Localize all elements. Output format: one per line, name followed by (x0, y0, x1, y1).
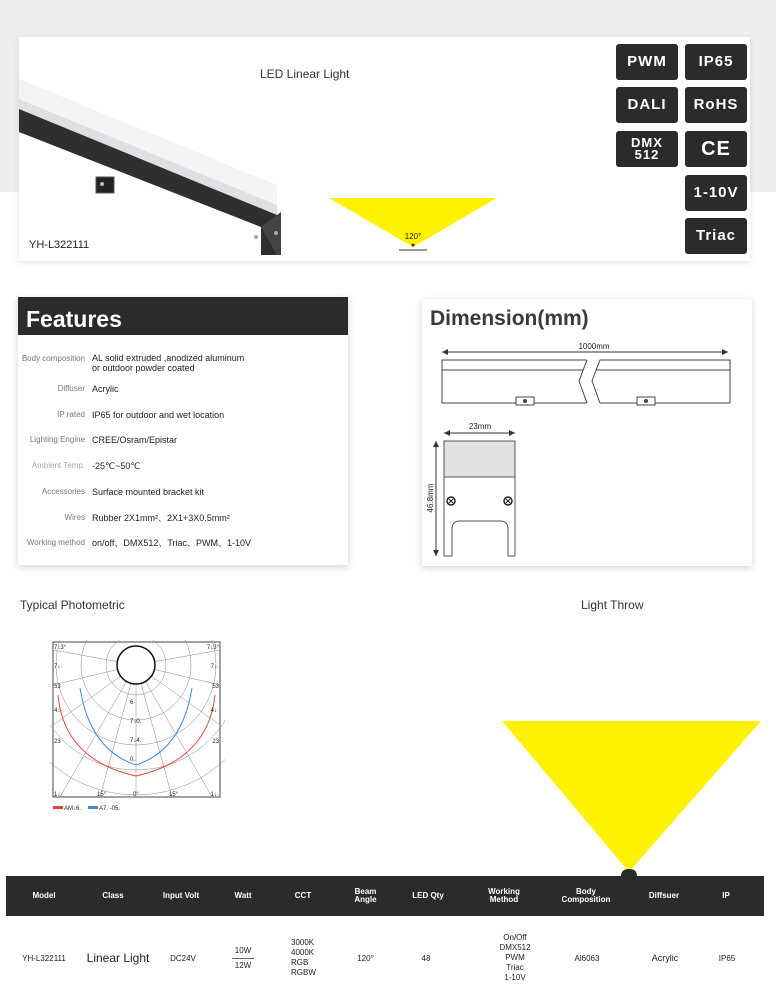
width-label: 23mm (468, 422, 492, 431)
feature-label: Diffuser (57, 384, 85, 393)
polar-left-label: 23 (54, 739, 61, 745)
cct-value: RGB (291, 958, 309, 967)
hero-title: LED Linear Light (260, 67, 350, 81)
dimension-drawing (422, 299, 752, 566)
polar-bottom-label: 15° (97, 792, 107, 798)
table-header-cell: LED Qty (412, 891, 444, 900)
badge-dmx512: DMX 512 (616, 131, 678, 167)
feature-label: Accessories (41, 487, 85, 496)
watt-value: 12W (234, 960, 252, 970)
polar-bottom-label: 0° (133, 792, 139, 798)
table-header-cell: Watt (234, 891, 252, 900)
length-label: 1000mm (578, 342, 610, 351)
beam-angle-label: 120° (404, 232, 422, 241)
table-header-cell: Diffsuer (648, 891, 680, 900)
feature-label: IP rated (57, 410, 85, 419)
table-cell-led-qty: 48 (421, 953, 431, 963)
polar-right-label: 23 (212, 739, 219, 745)
feature-value: AL solid extruded ,anodized aluminum or outdoor powder coated (92, 353, 245, 373)
height-label: 46.8mm (426, 483, 435, 513)
polar-right-label: 4↓· (210, 708, 219, 714)
badge-triac: Triac (685, 218, 747, 254)
badge-ip65: IP65 (685, 44, 747, 80)
polar-right-label: 7↓3° (206, 645, 219, 651)
feature-label: Body composition (21, 354, 85, 363)
feature-label: Ambient Temp. (31, 461, 85, 470)
beam-angle-illustration (327, 197, 507, 257)
table-cell-diffuser: Acrylic (651, 953, 679, 963)
polar-left-label: 4↓· (54, 708, 63, 714)
feature-label: Lighting Engine (29, 435, 85, 444)
method-value: PWM (505, 953, 525, 962)
legend-label: A7. -05. (99, 806, 121, 812)
features-heading: Features (18, 297, 348, 335)
table-header-cell: Model (32, 891, 56, 900)
cct-value: RGBW (291, 968, 316, 977)
polar-right-label: 7↓· (210, 664, 219, 670)
table-cell-body-composition: Al6063 (574, 953, 600, 963)
table-header-cell: CCT (294, 891, 312, 900)
polar-photometric-chart (50, 640, 225, 820)
table-cell-cct (268, 918, 338, 998)
table-header-cell: Input Volt (162, 891, 200, 900)
polar-right-label: 53 (212, 684, 219, 690)
legend-label: AM↓6. (64, 806, 82, 812)
features-card (18, 297, 348, 565)
table-cell-model: YH-L322111 (22, 953, 66, 963)
table-header-cell: IP (722, 891, 730, 900)
badge-dali: DALI (616, 87, 678, 123)
watt-value: 10W (232, 944, 254, 959)
polar-center-label: 0. (130, 757, 136, 763)
hero-model-code: YH-L322111 (29, 239, 90, 251)
polar-center-label: 7↓0. (130, 719, 142, 725)
feature-value: Acrylic (92, 384, 119, 394)
method-value: On/Off (503, 933, 527, 942)
hero-banner (19, 37, 750, 261)
badge-pwm: PWM (616, 44, 678, 80)
feature-label: Wires (64, 513, 85, 522)
feature-value: IP65 for outdoor and wet location (92, 410, 225, 420)
polar-bottom-label: 15° (169, 792, 179, 798)
method-value: 1-10V (504, 973, 526, 982)
photometric-title: Typical Photometric (20, 598, 125, 612)
method-value: Triac (506, 963, 524, 972)
legend-swatch-red (53, 806, 63, 809)
table-cell-input-volt: DC24V (170, 953, 196, 963)
polar-center-label: 6· (130, 700, 136, 706)
dimension-heading: Dimension(mm) (430, 307, 589, 330)
table-header-cell: Working Method (488, 887, 520, 904)
feature-value: Rubber 2X1mm²、2X1+3X0.5mm² (92, 513, 230, 523)
table-cell-beam-angle: 120° (357, 953, 374, 963)
badge-rohs: RoHS (685, 87, 747, 123)
table-cell-working-method (474, 918, 556, 998)
feature-label: Working method (26, 538, 85, 547)
cct-value: 4000K (291, 948, 315, 957)
polar-right-label: 1↓· (210, 792, 219, 798)
feature-value: on/off、DMX512、Triac、PWM、1-10V (92, 538, 252, 548)
spec-table-header (6, 876, 764, 916)
table-header-cell: Class (102, 891, 124, 900)
method-value: DMX512 (499, 943, 531, 952)
feature-value: Surface mounted bracket kit (92, 487, 205, 497)
feature-value: -25℃~50℃ (92, 461, 141, 471)
badge-1-10v: 1-10V (685, 175, 747, 211)
light-throw-illustration (500, 720, 770, 882)
table-cell-watt (218, 918, 268, 998)
polar-left-label: 7↓3° (54, 645, 67, 651)
polar-left-label: 53 (54, 684, 61, 690)
polar-left-label: 1↓· (54, 792, 63, 798)
cct-value: 3000K (291, 938, 315, 947)
table-cell-class: Linear Light (86, 951, 150, 965)
dimension-card (422, 299, 752, 566)
legend-swatch-blue (88, 806, 98, 809)
light-throw-title: Light Throw (581, 598, 644, 612)
feature-value: CREE/Osram/Epistar (92, 435, 178, 445)
badge-ce: CE (685, 131, 747, 167)
table-header-cell: Body Composition (561, 887, 611, 904)
table-header-cell: Beam Angle (354, 887, 377, 904)
polar-left-label: 7↓· (54, 664, 63, 670)
table-cell-ip: IP65 (718, 953, 736, 963)
polar-center-label: 7↓4. (130, 738, 142, 744)
